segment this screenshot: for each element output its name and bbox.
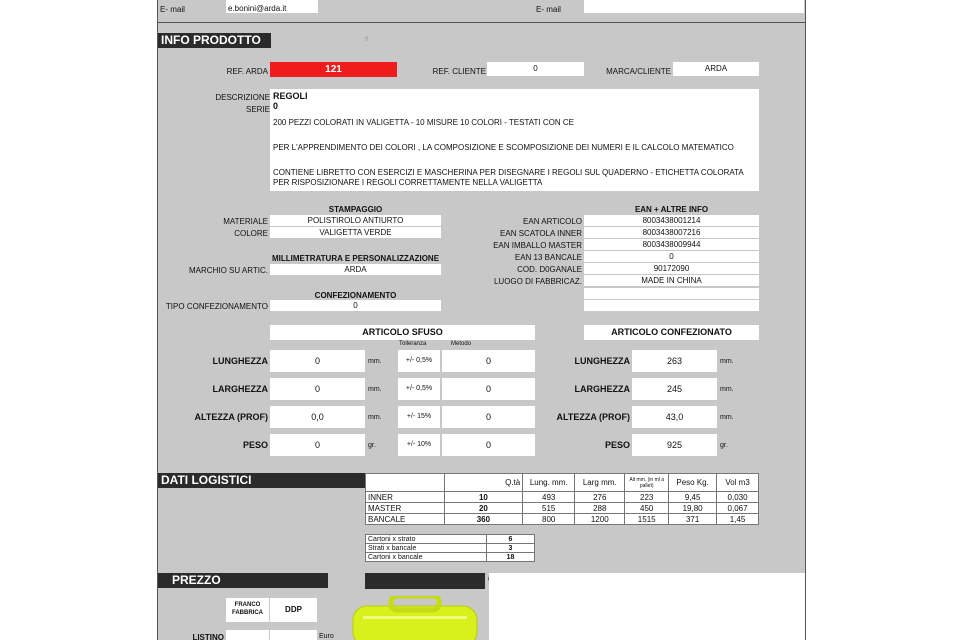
stampaggio-title: STAMPAGGIO [328,205,383,214]
sfuso-dim-metodo[interactable]: 0 [442,350,535,372]
desc-line-1[interactable]: 200 PEZZI COLORATI IN VALIGETTA - 10 MISURE 10 COLORI - TESTATI CON CE [270,116,759,141]
sfuso-dim-unit: mm. [368,414,382,421]
table-cell: 371 [669,514,717,525]
cartoni-value: 6 [487,535,535,544]
sfuso-dim-tolerance[interactable]: +/- 15% [398,406,440,428]
table-header-cell [366,474,445,492]
table-header-cell: Peso Kg. [669,474,717,492]
conf-dim-unit: mm. [720,414,734,421]
tipo-confezionamento-field[interactable]: 0 [270,300,441,311]
table-cell: 19,80 [669,503,717,514]
cartoni-row [366,544,535,553]
confezionato-title: ARTICOLO CONFEZIONATO [584,325,759,340]
table-cell: 800 [523,514,575,525]
table-cell: 450 [625,503,669,514]
ean-row-value[interactable]: 8003438001214 [584,215,759,226]
sfuso-dim-label: LARGHEZZA [212,384,268,394]
sfuso-dim-value[interactable]: 0 [270,350,365,372]
colore-label: COLORE [234,229,268,238]
product-image-area [489,573,805,640]
table-cell: INNER [366,492,445,503]
colore-field[interactable]: VALIGETTA VERDE [270,227,441,238]
table-row [366,492,759,503]
marca-label: MARCA/CLIENTE [606,67,671,76]
cartoni-value: 3 [487,544,535,553]
email-label-right: E- mail [536,5,561,14]
sfuso-dim-label: LUNGHEZZA [212,356,268,366]
descrizione-field[interactable] [270,89,759,116]
email-label-left: E- mail [160,5,185,14]
table-header-row [366,474,759,492]
marker: !! [365,37,369,43]
conf-dim-value[interactable]: 43,0 [632,406,717,428]
marchio-label: MARCHIO SU ARTIC. [189,266,268,275]
sfuso-dim-metodo[interactable]: 0 [442,378,535,400]
table-cell: 20 [444,503,523,514]
ean-row-label: EAN ARTICOLO [523,217,582,226]
cartoni-table [365,534,535,562]
sfuso-dim-label: PESO [242,440,268,450]
sfuso-dim-metodo[interactable]: 0 [442,434,535,456]
email-field-left[interactable]: e.bonini@arda.it [226,0,318,13]
ddp-label: DDP [270,598,317,622]
ean-row-label: EAN IMBALLO MASTER [493,241,582,250]
euro-label: Euro [319,633,334,640]
cartoni-label: Cartoni x strato [366,535,487,544]
sfuso-dim-label: ALTEZZA (PROF) [194,412,268,422]
table-row [366,514,759,525]
ref-arda-label: REF. ARDA [226,67,268,76]
conf-dim-unit: mm. [720,358,734,365]
descrizione-label: DESCRIZIONE [215,93,270,102]
table-cell: BANCALE [366,514,445,525]
table-header-cell: Vol m3 [717,474,759,492]
serie-value: 0 [273,101,279,111]
table-cell: 10 [444,492,523,503]
logistics-table [365,473,759,525]
ean-row-label: LUOGO DI FABBRICAZ. [493,277,582,286]
table-cell: 288 [575,503,625,514]
marca-field[interactable]: ARDA [673,62,759,76]
ean-extra-field-1[interactable] [584,288,759,299]
descrizione-value: REGOLI [273,91,308,101]
ean-row-value[interactable]: 8003438007216 [584,227,759,238]
serie-label: SERIE [245,105,270,114]
cartoni-label: Cartoni x bancale [366,553,487,562]
table-cell: 276 [575,492,625,503]
table-cell: 1515 [625,514,669,525]
cartoni-label: Strati x bancale [366,544,487,553]
ref-cliente-field[interactable]: 0 [487,62,584,76]
sfuso-dim-metodo[interactable]: 0 [442,406,535,428]
materiale-label: MATERIALE [223,217,268,226]
table-cell: 0,067 [717,503,759,514]
conf-dim-label: LUNGHEZZA [574,356,630,366]
table-cell: 360 [444,514,523,525]
table-row [366,503,759,514]
sfuso-dim-unit: mm. [368,358,382,365]
case-handle [391,596,439,610]
sfuso-dim-tolerance[interactable]: +/- 0,5% [398,378,440,400]
table-cell: MASTER [366,503,445,514]
ean-row-value[interactable]: 0 [584,251,759,262]
table-header-cell: Larg mm. [575,474,625,492]
ean-row-label: EAN 13 BANCALE [514,253,582,262]
sfuso-dim-value[interactable]: 0 [270,434,365,456]
listino-ddp-field[interactable] [270,630,317,640]
ean-row-value[interactable]: 90172090 [584,263,759,274]
ean-title: EAN + ALTRE INFO [634,205,709,214]
desc-line-2[interactable]: PER L'APPRENDIMENTO DEI COLORI , LA COMPOSIZIONE E SCOMPOSIZIONE DEI NUMERI E IL CALCOLO MATEMATICO [270,141,759,166]
conf-dim-unit: mm. [720,386,734,393]
divider [158,22,805,23]
conf-dim-unit: gr. [720,442,728,449]
email-field-right[interactable] [584,0,804,13]
ref-cliente-label: REF. CLIENTE [432,67,486,76]
metodo-label: Metodo [451,341,472,347]
listino-franco-field[interactable] [226,630,269,640]
ref-arda-field[interactable]: 121 [270,62,397,77]
table-header-cell: Alt mm. (in ml a pallet) [625,474,669,492]
conf-dim-label: PESO [604,440,630,450]
ean-row-label: EAN SCATOLA INNER [500,229,582,238]
desc-line-3[interactable]: CONTIENE LIBRETTO CON ESERCIZI E MASCHERINA PER DISEGNARE I REGOLI SUL QUADERNO - ETICHETTA COLORATA PER RISPOSIZIONARE I REGOLI CORRETTAMENTE NELLA VALIGETTA [270,166,759,191]
listino-label: LISTINO [192,633,224,640]
sfuso-dim-value[interactable]: 0 [270,378,365,400]
product-sheet [157,0,806,640]
franco-fabbrica-label: FRANCO FABBRICA [226,598,269,622]
table-header-cell: Lung. mm. [523,474,575,492]
product-case-image [345,596,485,640]
ean-row-value[interactable]: 8003438009944 [584,239,759,250]
table-cell: 1200 [575,514,625,525]
cartoni-row [366,535,535,544]
personalizzazione-title: MILLIMETRATURA E PERSONALIZZAZIONE [271,254,440,263]
sfuso-dim-tolerance[interactable]: +/- 10% [398,434,440,456]
prezzo-header-bar [365,573,485,589]
conf-dim-value[interactable]: 925 [632,434,717,456]
cartoni-row [366,553,535,562]
table-cell: 493 [523,492,575,503]
conf-dim-value[interactable]: 263 [632,350,717,372]
sfuso-dim-value[interactable]: 0,0 [270,406,365,428]
tipo-confezionamento-label: TIPO CONFEZIONAMENTO [165,302,268,311]
section-title-info: INFO PRODOTTO [158,33,271,48]
conf-dim-value[interactable]: 245 [632,378,717,400]
conf-dim-label: LARGHEZZA [574,384,630,394]
marchio-field[interactable]: ARDA [270,264,441,275]
sfuso-dim-unit: gr. [368,442,376,449]
ean-extra-field-2[interactable] [584,300,759,311]
cartoni-value: 18 [487,553,535,562]
section-title-logistici: DATI LOGISTICI [158,473,365,488]
table-header-cell: Q.tà [444,474,523,492]
table-cell: 1,45 [717,514,759,525]
ean-row-label: COD. D0GANALE [517,265,582,274]
materiale-field[interactable]: POLISTIROLO ANTIURTO [270,215,441,226]
case-highlight [363,616,467,619]
confezionamento-title: CONFEZIONAMENTO [314,291,397,300]
sfuso-title: ARTICOLO SFUSO [270,325,535,340]
ean-row-value[interactable]: MADE IN CHINA [584,275,759,286]
sfuso-dim-unit: mm. [368,386,382,393]
section-title-prezzo: PREZZO [158,573,328,588]
table-cell: 223 [625,492,669,503]
tolleranza-label: Tolleranza [399,341,427,347]
table-cell: 9,45 [669,492,717,503]
table-cell: 515 [523,503,575,514]
conf-dim-label: ALTEZZA (PROF) [556,412,630,422]
sfuso-dim-tolerance[interactable]: +/- 0,5% [398,350,440,372]
table-cell: 0,030 [717,492,759,503]
